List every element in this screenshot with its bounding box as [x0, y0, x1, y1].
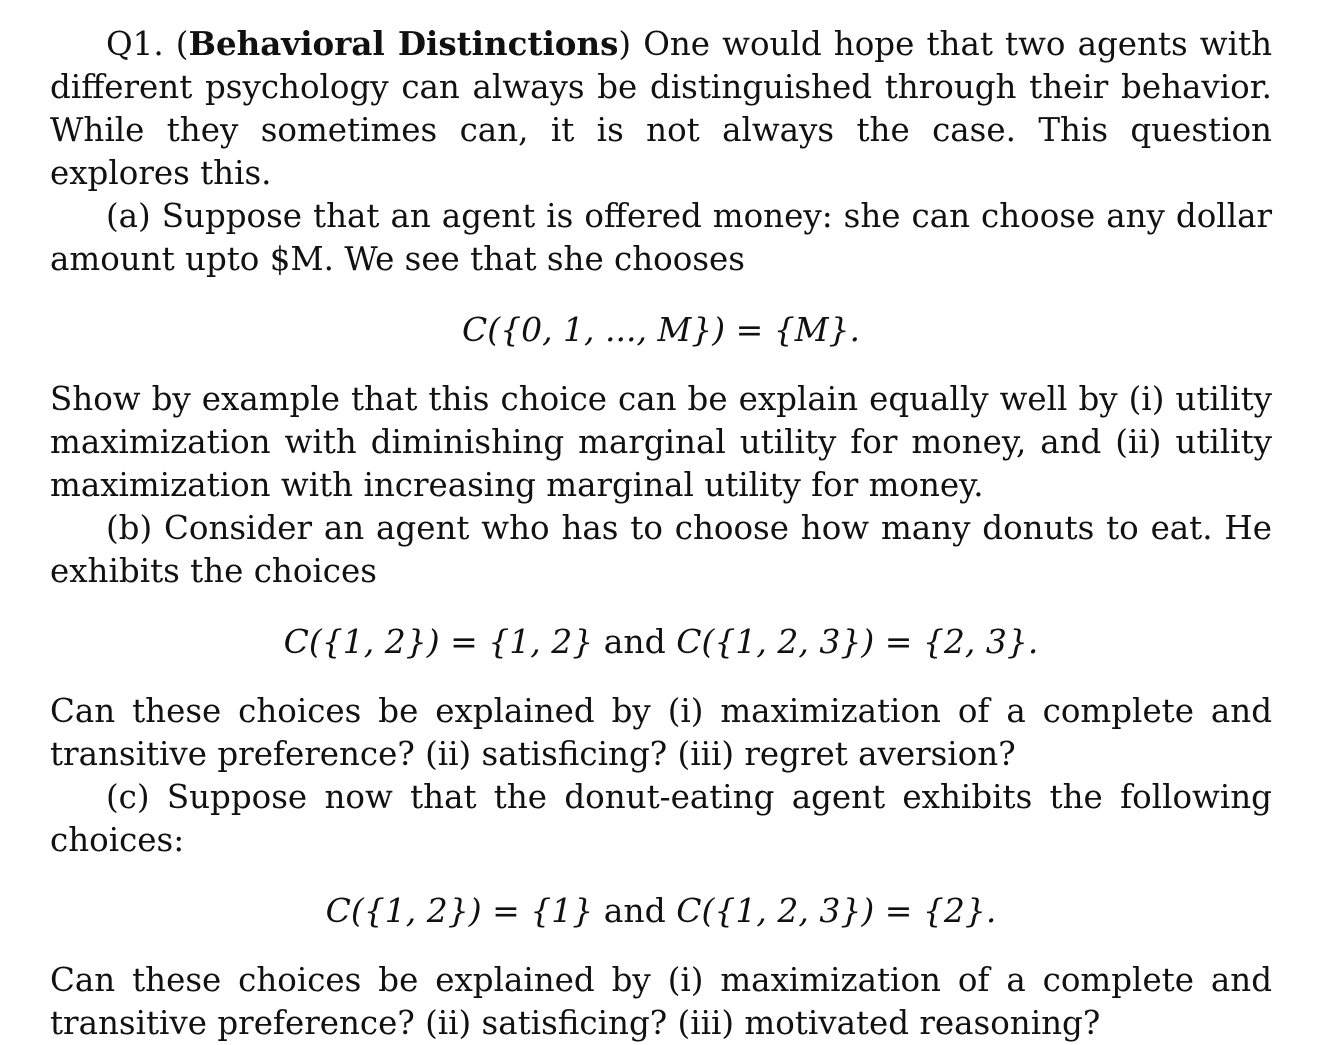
document-page	[50, 22, 1272, 1045]
part-b-equation	[50, 620, 1272, 663]
part-a-equation-text: C({0, 1, ..., M}) = {M}.	[461, 310, 861, 349]
part-a-text: (a) Suppose that an agent is offered money: she can choose any dollar amount upto $M. We see that she chooses	[50, 197, 1272, 278]
part-c-equation	[50, 889, 1272, 932]
part-a-followup: Show by example that this choice can be explain equally well by (i) utility maximization with diminishing marginal utility for money, and (ii) utility maximization with increasing marginal utility for money.	[50, 380, 1272, 504]
part-c-equation-left: C({1, 2}) = {1}	[325, 891, 594, 930]
part-b-equation-left: C({1, 2}) = {1, 2}	[283, 622, 594, 661]
question-intro-text: One would hope that two agents with different psychology can always be distinguished through their behavior. While they sometimes can, it is not always the case. This question explores this.	[50, 25, 1273, 192]
part-c-followup: Can these choices be explained by (i) maximization of a complete and transitive preference? (ii) satisficing? (iii) motivated reasoning?	[50, 961, 1272, 1042]
part-b-text: (b) Consider an agent who has to choose how many donuts to eat. He exhibits the choices	[50, 509, 1272, 590]
part-c-text: (c) Suppose now that the donut-eating agent exhibits the following choices:	[50, 778, 1272, 859]
question-title: Behavioral Distinctions	[188, 24, 619, 63]
part-b-equation-join: and	[603, 622, 666, 661]
part-c-equation-right: C({1, 2, 3}) = {2}.	[676, 891, 997, 930]
part-c-equation-join: and	[603, 891, 666, 930]
question-number: Q1.	[106, 25, 164, 63]
part-b-followup: Can these choices be explained by (i) maximization of a complete and transitive preference? (ii) satisficing? (iii) regret aversion?	[50, 692, 1272, 773]
part-b-equation-right: C({1, 2, 3}) = {2, 3}.	[676, 622, 1039, 661]
question-intro: Q1. (Behavioral Distinctions) One would hope that two agents with different psychology can always be distinguished through their behavior. While they sometimes can, it is not always the case. This question explores this.	[50, 24, 1273, 192]
part-a-equation	[50, 308, 1272, 351]
